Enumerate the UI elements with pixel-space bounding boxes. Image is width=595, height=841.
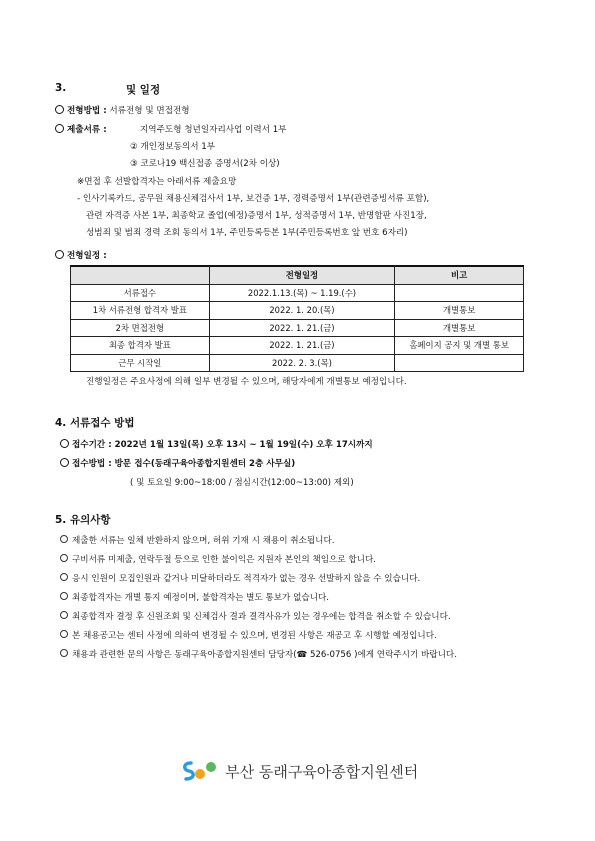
note-line-3: 성범죄 및 범죄 경력 조회 동의서 1부, 주민등록등본 1부(주민등록번호 앞 번호 6자리) [86, 228, 408, 238]
table-row [71, 284, 524, 302]
receipt-method-row [60, 457, 295, 469]
method-row [55, 104, 190, 116]
circle-bullet-icon [60, 439, 69, 448]
circle-bullet-icon [60, 592, 68, 600]
schedule-table [70, 265, 524, 372]
notice-item [60, 648, 457, 660]
table-row [71, 337, 524, 355]
table-cell: 개별통보 [395, 302, 524, 320]
table-cell: 2022. 1. 20.(목) [209, 302, 395, 320]
circle-bullet-icon [55, 124, 64, 133]
notice-item [60, 591, 329, 603]
notice-text: 채용과 관련한 문의 사항은 동래구육아종합지원센터 담당자(☎ 526-0756 )에게 연락주시기 바랍니다. [72, 650, 457, 660]
note-line-2: 관련 자격증 사본 1부, 최종학교 졸업(예정)증명서 1부, 성적증명서 1부, 반명함판 사진1장, [86, 211, 427, 221]
notice-text: 응시 인원이 모집인원과 같거나 미달하더라도 적격자가 없는 경우 선발하지 않을 수 있습니다. [72, 574, 421, 584]
method-value: 서류전형 및 면접전형 [109, 106, 190, 116]
section3-title: 및 일정 [126, 84, 161, 96]
docs-item-1: 지역주도형 청년일자리사업 이력서 1부 [140, 125, 287, 135]
circle-bullet-icon [55, 250, 64, 259]
receipt-hours: ( 및 토요일 9:00~18:00 / 점심시간(12:00~13:00) 제외) [130, 478, 354, 488]
notice-item [60, 572, 420, 584]
table-row [71, 302, 524, 320]
org-name: 부산 동래구육아종합지원센터 [225, 762, 419, 781]
notice-item [60, 610, 451, 622]
notice-item [60, 534, 335, 546]
note-line-1: - 인사기록카드, 공무원 채용신체검사서 1부, 보건증 1부, 경력증명서 1부(관련증빙서류 포함), [77, 194, 430, 204]
period-row [60, 438, 373, 450]
circle-bullet-icon [60, 573, 68, 581]
method-label: 전형방법 : [67, 106, 107, 116]
table-cell: 2022. 2. 3.(목) [209, 354, 395, 372]
section3-number: 3. [55, 82, 67, 94]
table-cell: 2022.1.13.(목) ~ 1.19.(수) [209, 284, 395, 302]
note-head: ※면접 후 선발합격자는 아래서류 제출요망 [77, 177, 237, 187]
section5-title: 5. 유의사항 [55, 514, 111, 526]
notice-text: 최종합격자는 개별 통지 예정이며, 불합격자는 별도 통보가 없습니다. [72, 593, 330, 603]
table-cell: 최종 합격자 발표 [71, 337, 210, 355]
docs-row [55, 123, 107, 135]
docs-item-3: ③ 코로나19 백신접종 증명서(2차 이상) [130, 159, 280, 169]
circle-bullet-icon [60, 554, 68, 562]
circle-bullet-icon [60, 611, 68, 619]
table-cell: 홈페이지 공지 및 개별 통보 [395, 337, 524, 355]
notice-text: 최종합격자 결정 후 신원조회 및 신체검사 결과 결격사유가 있는 경우에는 합격을 취소할 수 있습니다. [72, 612, 451, 622]
table-header-row [71, 266, 524, 284]
circle-bullet-icon [60, 535, 68, 543]
notice-text: 제출한 서류는 일체 반환하지 않으며, 허위 기재 시 채용이 취소됩니다. [72, 536, 335, 546]
notice-text: 본 채용공고는 센터 사정에 의하여 변경될 수 있으며, 변경된 사항은 재공고 후 시행할 예정입니다. [72, 631, 437, 641]
table-cell: 2022. 1. 21.(금) [209, 337, 395, 355]
table-cell [395, 354, 524, 372]
table-cell [395, 284, 524, 302]
circle-bullet-icon [55, 105, 64, 114]
docs-label: 제출서류 : [67, 125, 107, 135]
org-logo [178, 757, 418, 785]
table-cell: 1차 서류전형 합격자 발표 [71, 302, 210, 320]
table-cell: 근무 시작일 [71, 354, 210, 372]
receipt-method-text: 접수방법 : 방문 접수(동래구육아종합지원센터 2층 사무실) [72, 459, 296, 469]
table-cell: 2022. 1. 21.(금) [209, 319, 395, 337]
schedule-note: 진행일정은 주요사정에 의해 일부 변경될 수 있으며, 해당자에게 개별통보 예정입니다. [86, 377, 407, 387]
schedule-row [55, 249, 107, 261]
schedule-label: 전형일정 : [67, 251, 107, 261]
notice-text: 구비서류 미제출, 연락두절 등으로 인한 불이익은 지원자 본인의 책임으로 합니다. [72, 555, 377, 565]
table-header-cell: 전형일정 [209, 266, 395, 284]
circle-bullet-icon [60, 458, 69, 467]
table-header-cell [71, 266, 210, 284]
period-text: 접수기간 : 2022년 1월 13일(목) 오후 13시 ~ 1월 19일(수) 오후 17시까지 [72, 440, 373, 450]
notice-item [60, 553, 376, 565]
org-logo-icon [178, 757, 218, 785]
section4-title: 4. 서류접수 방법 [55, 417, 135, 429]
table-cell: 개별통보 [395, 319, 524, 337]
table-cell: 서류접수 [71, 284, 210, 302]
docs-item-2: ② 개인정보동의서 1부 [130, 142, 216, 152]
table-row [71, 319, 524, 337]
table-header-cell: 비고 [395, 266, 524, 284]
table-row [71, 354, 524, 372]
notice-item [60, 629, 437, 641]
circle-bullet-icon [60, 649, 68, 657]
circle-bullet-icon [60, 630, 68, 638]
table-cell: 2차 면접전형 [71, 319, 210, 337]
